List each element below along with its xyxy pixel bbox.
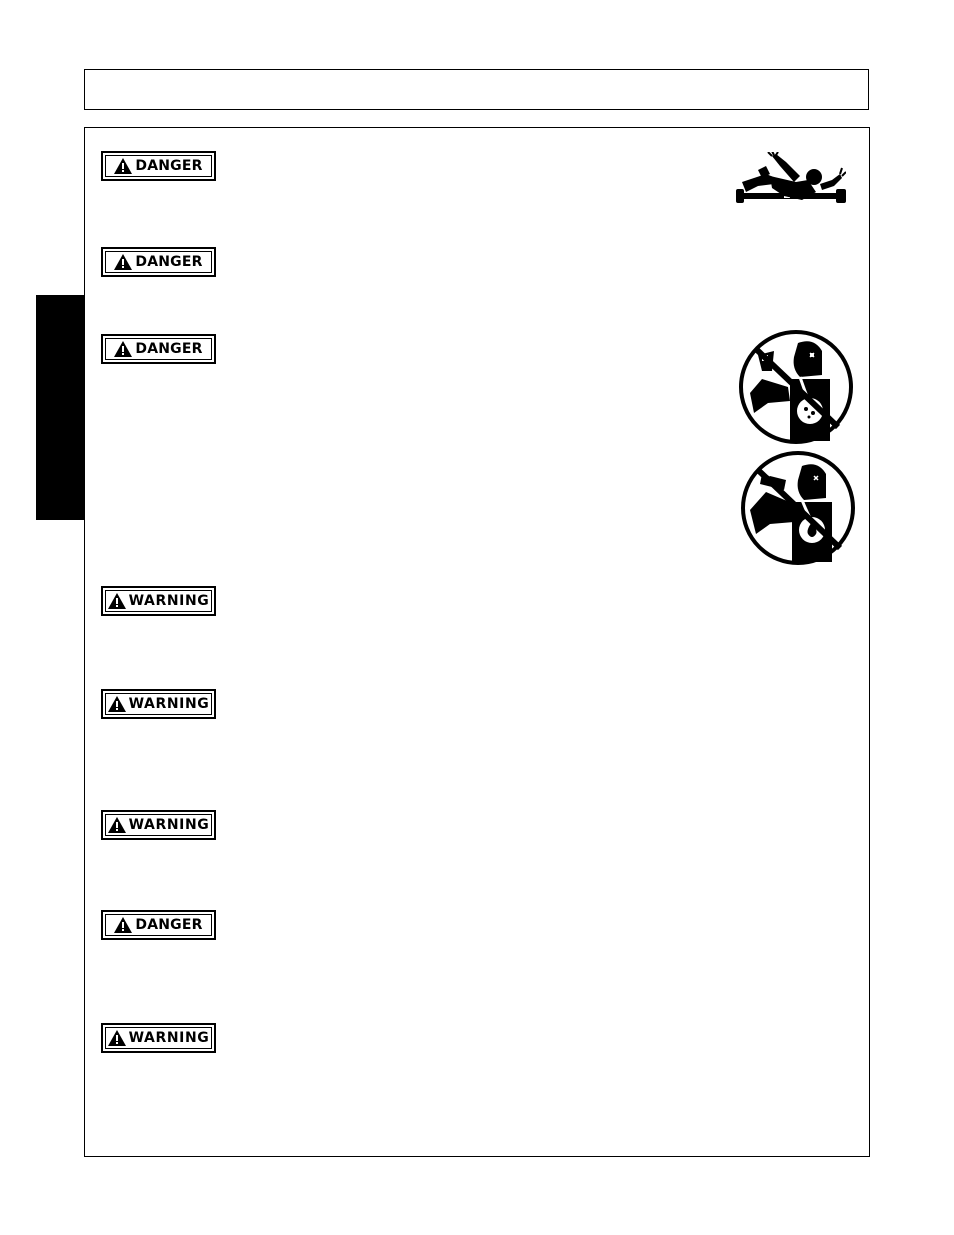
section-side-tab [36, 295, 84, 520]
entanglement-hazard-icon [736, 152, 846, 212]
warning-label [101, 689, 216, 719]
danger-label [101, 247, 216, 277]
danger-label-text: DANGER [135, 341, 203, 357]
danger-label [101, 151, 216, 181]
danger-label-text: DANGER [135, 254, 203, 270]
hazard-triangle-icon [114, 158, 132, 174]
warning-label [101, 1023, 216, 1053]
warning-label-text: WARNING [128, 817, 210, 833]
no-spraying-chemical-icon [740, 450, 856, 566]
danger-label [101, 334, 216, 364]
warning-label-text: WARNING [128, 593, 210, 609]
hazard-triangle-icon [114, 917, 132, 933]
danger-label-text: DANGER [135, 917, 203, 933]
warning-label-text: WARNING [128, 696, 210, 712]
danger-label [101, 910, 216, 940]
warning-label [101, 810, 216, 840]
warning-label [101, 586, 216, 616]
hazard-triangle-icon [108, 593, 126, 609]
hazard-triangle-icon [108, 817, 126, 833]
page-header-box [84, 69, 869, 110]
safety-content-box [84, 127, 870, 1157]
hazard-triangle-icon [114, 341, 132, 357]
hazard-triangle-icon [114, 254, 132, 270]
hazard-triangle-icon [108, 696, 126, 712]
no-drinking-chemical-icon [738, 329, 854, 445]
danger-label-text: DANGER [135, 158, 203, 174]
hazard-triangle-icon [108, 1030, 126, 1046]
warning-label-text: WARNING [128, 1030, 210, 1046]
